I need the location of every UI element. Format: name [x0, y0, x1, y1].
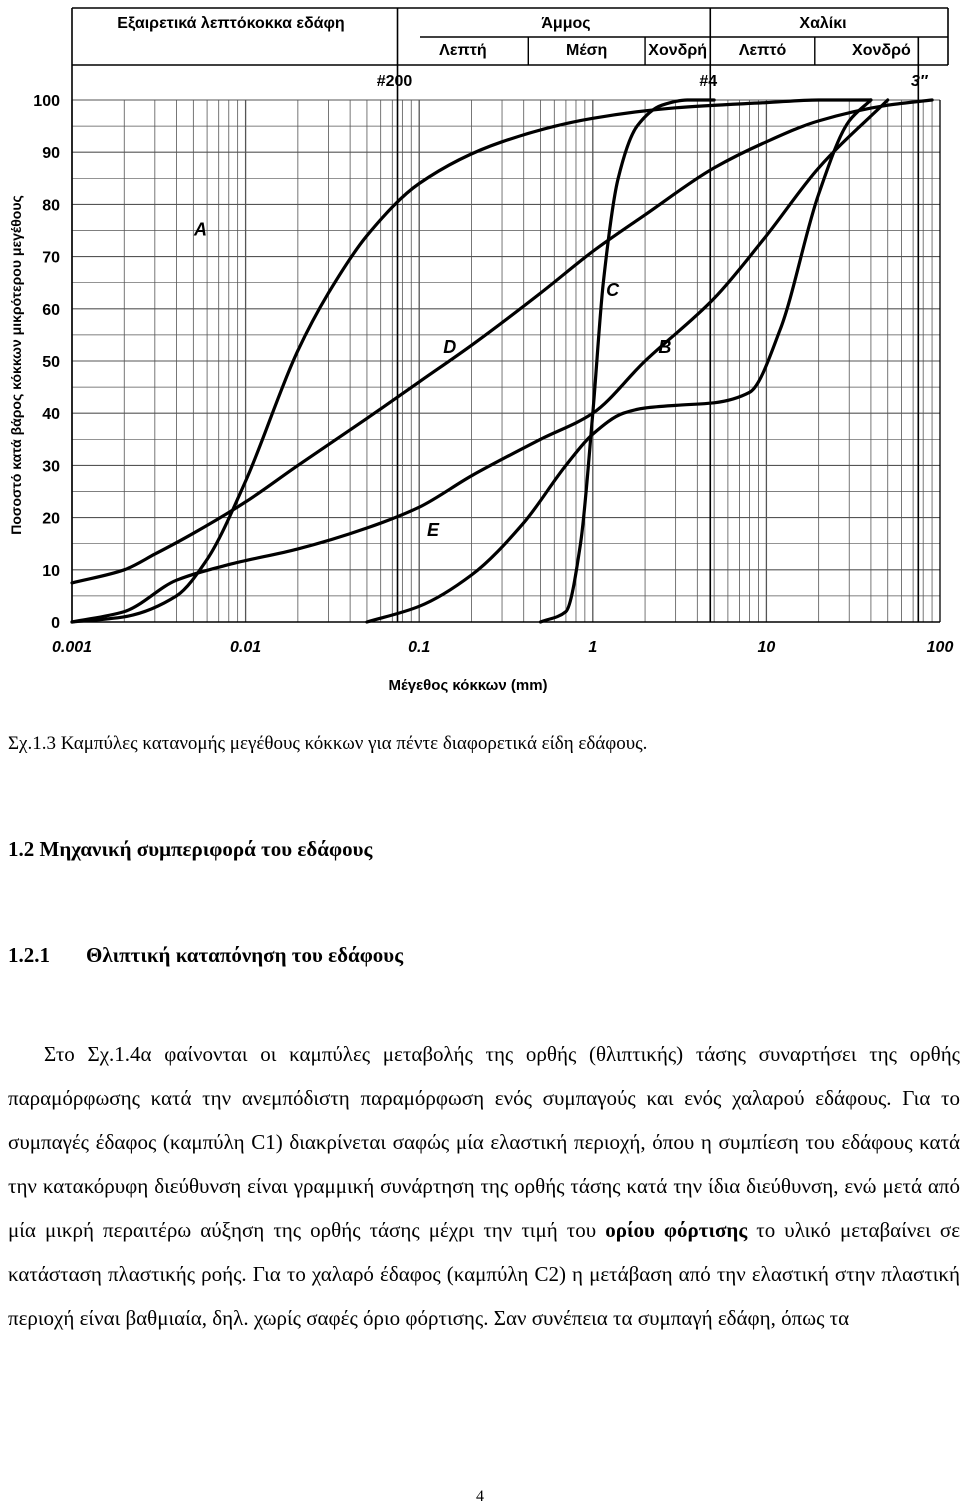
- subsection-number: 1.2.1: [8, 943, 50, 967]
- sieve-3in-label: 3″: [911, 73, 928, 90]
- x-tick-label: 1: [588, 639, 598, 656]
- x-tick-label: 0.1: [408, 639, 431, 656]
- x-tick-label: 0.001: [51, 639, 93, 656]
- y-tick-label: 70: [42, 249, 60, 267]
- x-tick-label: 100: [926, 639, 954, 656]
- category-coarse-gravel: Χονδρό: [852, 42, 911, 59]
- section-heading: 1.2 Μηχανική συμπεριφορά του εδάφους: [8, 837, 373, 861]
- x-axis-label: Μέγεθος κόκκων (mm): [388, 677, 548, 694]
- category-coarse-sand: Χονδρή: [648, 42, 708, 59]
- curve-label-D: D: [443, 337, 457, 358]
- curve-label-E: E: [426, 519, 439, 540]
- y-tick-label: 50: [42, 354, 60, 371]
- page-number: 4: [476, 1488, 484, 1505]
- x-tick-label: 10: [757, 639, 776, 656]
- body-paragraph: [8, 1032, 960, 1340]
- y-tick-label: 20: [42, 510, 60, 528]
- category-sand: Άμμος: [541, 15, 591, 32]
- category-fine-soils: Εξαιρετικά λεπτόκοκκα εδάφη: [117, 15, 345, 32]
- subsection-heading: [8, 943, 403, 968]
- curve-label-A: A: [194, 219, 208, 240]
- y-tick-label: 30: [42, 458, 60, 476]
- y-axis-label: Ποσοστό κατά βάρος κόκκων μικρότερου μεγέθους: [8, 195, 24, 535]
- paragraph-part-2: το υλικό μεταβαίνει σε κατάσταση πλαστικής ροής. Για το χαλαρό έδαφος (καμπύλη C2) η μετάβαση από την ελαστική στην πλαστική περιοχή είναι βαθμιαία, δηλ. χωρίς σαφές όριο φόρτισης. Σαν συνέπεια τα συμπαγή εδάφη, όπως τα: [8, 1218, 960, 1330]
- y-tick-label: 10: [42, 562, 60, 580]
- category-gravel: Χαλίκι: [799, 15, 847, 32]
- y-tick-label: 40: [42, 406, 60, 424]
- y-tick-label: 80: [42, 197, 60, 215]
- curve-label-B: B: [658, 337, 672, 358]
- category-medium-sand: Μέση: [566, 42, 608, 59]
- y-tick-label: 100: [33, 93, 60, 110]
- curve-label-C: C: [606, 279, 620, 300]
- y-tick-label: 90: [42, 145, 60, 163]
- paragraph-bold-term: ορίου φόρτισης: [605, 1218, 748, 1242]
- subsection-title: Θλιπτική καταπόνηση του εδάφους: [86, 943, 404, 967]
- y-tick-label: 0: [51, 615, 60, 632]
- sieve-4-label: #4: [699, 73, 718, 90]
- grain-size-distribution-chart: [0, 0, 960, 700]
- sieve-200-label: #200: [376, 73, 413, 90]
- chart-labels: [8, 15, 953, 694]
- x-tick-label: 0.01: [230, 639, 262, 656]
- category-fine-sand: Λεπτή: [439, 42, 487, 59]
- y-tick-label: 60: [42, 301, 60, 319]
- figure-caption: Σχ.1.3 Καμπύλες κατανομής μεγέθους κόκκων για πέντε διαφορετικά είδη εδάφους.: [8, 733, 648, 754]
- category-fine-gravel: Λεπτό: [738, 42, 787, 59]
- paragraph-part-1: Στο Σχ.1.4α φαίνονται οι καμπύλες μεταβολής της ορθής (θλιπτικής) τάσης συναρτήσει της ορθής παραμόρφωσης κατά την ανεμπόδιστη παραμόρφωση ενός συμπαγούς και ενός χαλαρού εδάφους. Για το συμπαγές έδαφος (καμπύλη C1) διακρίνεται σαφώς μία ελαστική περιοχή, όπου η συμπίεση του εδάφους κατά την κατακόρυφη διεύθυνση είναι γραμμική συνάρτηση της ορθής τάσης κατά την ίδια διεύθυνση, ενώ μετά από μία μικρή περαιτέρω αύξηση της ορθής τάσης μέχρι την τιμή του: [8, 1042, 960, 1242]
